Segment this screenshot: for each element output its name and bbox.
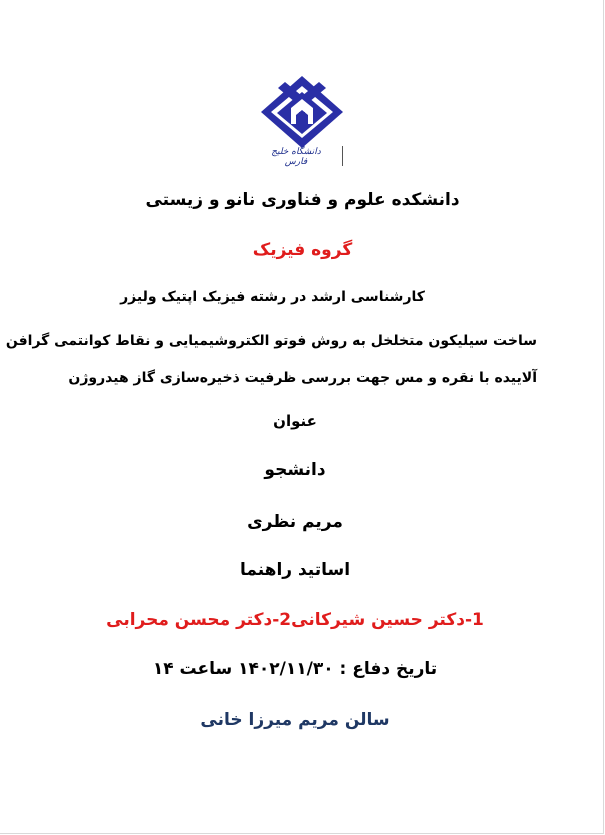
supervisors-names: 1-دکتر حسین شیرکانی2-دکتر محسن محرابی — [106, 610, 484, 630]
student-name: مریم نظری — [247, 512, 343, 532]
university-emblem-icon — [255, 72, 350, 150]
title-label: عنوان — [273, 412, 317, 430]
faculty-name: دانشکده علوم و فناوری نانو و زیستی — [145, 190, 460, 210]
defense-venue: سالن مریم میرزا خانی — [200, 710, 390, 730]
department-name: گروه فیزیک — [252, 240, 353, 260]
thesis-title-line-1: ساخت سیلیکون متخلخل به روش فوتو الکتروشیمیایی و نقاط کوانتمی گرافن — [5, 333, 537, 349]
defense-date-time: تاریخ دفاع : ۱۴۰۲/۱۱/۳۰ ساعت ۱۴ — [152, 659, 438, 679]
thesis-title-line-2: آلاییده با نقره و مس جهت بررسی ظرفیت ذخیره‌سازی گاز هیدروژن — [68, 370, 537, 386]
logo-divider — [342, 146, 343, 166]
university-name-caption: دانشگاه خلیج فارس — [271, 147, 321, 167]
degree-line: کارشناسی ارشد در رشته فیزیک اپتیک ولیزر — [120, 289, 425, 305]
supervisors-label: اساتید راهنما — [239, 560, 351, 580]
student-label: دانشجو — [264, 460, 326, 480]
